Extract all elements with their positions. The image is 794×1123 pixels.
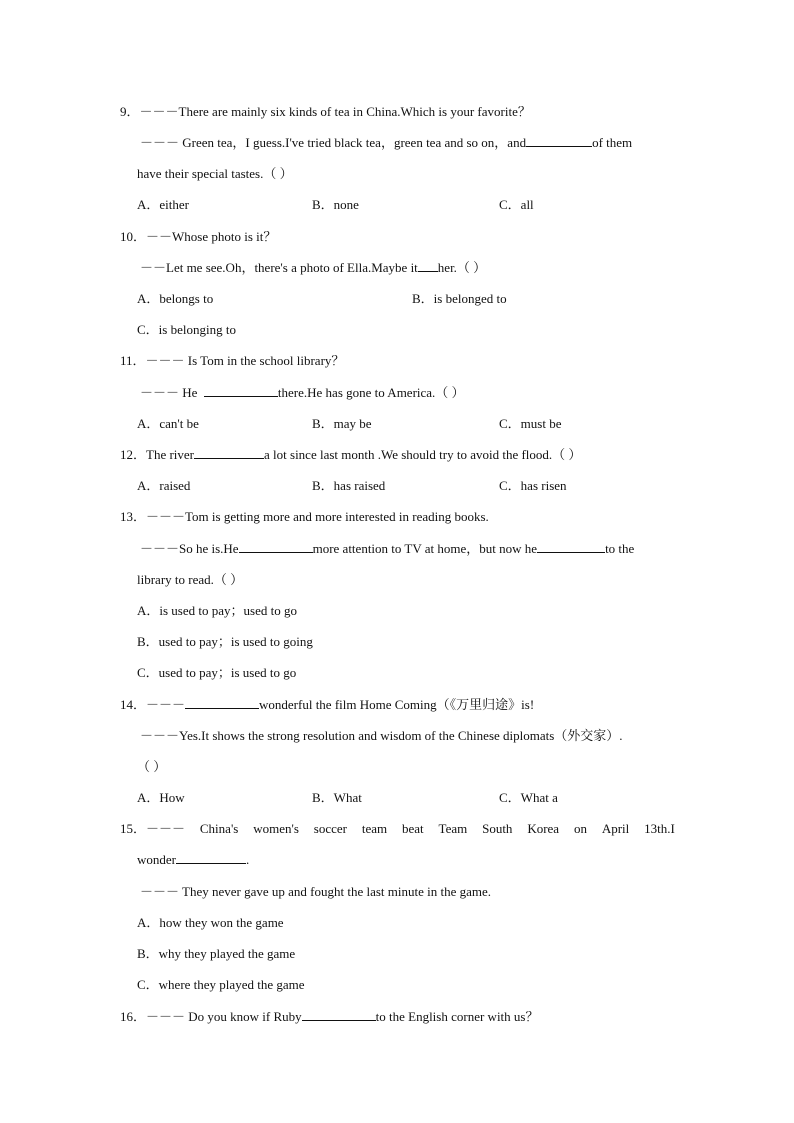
q9-stem: 9．－－－There are mainly six kinds of tea in China.Which is your favorite？	[120, 104, 531, 119]
q13-line2-tail: to the	[605, 541, 635, 556]
q9-line3: have their special tastes.（ ）	[137, 166, 293, 181]
q9-line2	[140, 134, 632, 152]
q13-option-c[interactable]: C．used to pay；is used to go	[137, 665, 297, 680]
q11-blank[interactable]	[204, 384, 278, 397]
q15-word: Team	[438, 821, 468, 836]
q10-option-b[interactable]: B．is belonged to	[412, 291, 507, 306]
q12-option-b[interactable]: B．has raised	[312, 478, 386, 493]
q10-option-c[interactable]: C．is belonging to	[137, 322, 236, 337]
q14-option-c[interactable]: C．What a	[499, 790, 558, 805]
q13-line2-text: －－－So he is.He	[140, 541, 239, 556]
q15-option-c[interactable]: C．where they played the game	[137, 977, 305, 992]
q9-option-b[interactable]: B．none	[312, 197, 359, 212]
q10-line2-tail: her.（ ）	[437, 260, 487, 275]
q15-line2-tail: .	[246, 852, 250, 867]
q14-line3: （ ）	[137, 759, 167, 774]
q15-word: 13th.I	[644, 821, 675, 836]
q13-line3: library to read.（ ）	[137, 572, 244, 587]
q11-line2-text: －－－ He	[140, 385, 198, 400]
q14-stem-tail: wonderful the film Home Coming（《万里归途》is!	[259, 697, 535, 712]
q11-option-a[interactable]: A．can't be	[137, 416, 199, 431]
q11-option-c[interactable]: C．must be	[499, 416, 562, 431]
q11-stem: 11．－－－ Is Tom in the school library？	[120, 353, 345, 368]
q14-stem	[120, 696, 534, 714]
q12-stem	[120, 446, 581, 464]
q12-blank[interactable]	[194, 446, 264, 459]
q15-word: 15．－－－	[120, 821, 186, 836]
q13-stem: 13．－－－Tom is getting more and more interested in reading books.	[120, 509, 489, 524]
q12-stem-text: 12．The river	[120, 447, 195, 462]
q15-word: South	[482, 821, 513, 836]
q13-option-a[interactable]: A．is used to pay；used to go	[137, 603, 297, 618]
q15-word: April	[601, 821, 630, 836]
q15-line2	[137, 851, 249, 869]
q10-blank[interactable]	[418, 259, 438, 272]
q15-word: beat	[402, 821, 424, 836]
q9-line2-text: －－－ Green tea，I guess.I've tried black tea，green tea and so on，and	[140, 135, 527, 150]
q15-word: soccer	[313, 821, 347, 836]
q15-word: women's	[253, 821, 299, 836]
q9-line2-tail: of them	[592, 135, 633, 150]
q15-blank[interactable]	[176, 851, 246, 864]
q12-option-c[interactable]: C．has risen	[499, 478, 567, 493]
q15-stem	[120, 820, 675, 838]
q15-line3: －－－ They never gave up and fought the last minute in the game.	[140, 884, 492, 899]
q16-blank[interactable]	[302, 1008, 376, 1021]
q15-option-a[interactable]: A．how they won the game	[137, 915, 284, 930]
q13-blank-1[interactable]	[239, 540, 313, 553]
q14-option-a[interactable]: A．How	[137, 790, 185, 805]
q15-option-b[interactable]: B．why they played the game	[137, 946, 296, 961]
q13-blank-2[interactable]	[537, 540, 605, 553]
q10-line2	[140, 259, 486, 277]
q10-option-a[interactable]: A．belongs to	[137, 291, 214, 306]
q14-option-b[interactable]: B．What	[312, 790, 362, 805]
q11-option-b[interactable]: B．may be	[312, 416, 372, 431]
q13-option-b[interactable]: B．used to pay；is used to going	[137, 634, 313, 649]
q13-line2	[140, 540, 634, 558]
q15-word: China's	[199, 821, 239, 836]
q16-stem-tail: to the English corner with us？	[375, 1009, 539, 1024]
q15-line2-text: wonder	[137, 852, 176, 867]
q14-line2: －－－Yes.It shows the strong resolution and wisdom of the Chinese diplomats（外交家）.	[140, 728, 623, 743]
q10-stem: 10．－－Whose photo is it？	[120, 229, 277, 244]
q15-word: on	[573, 821, 587, 836]
q16-stem-text: 16．－－－ Do you know if Ruby	[120, 1009, 302, 1024]
q14-blank[interactable]	[185, 696, 259, 709]
q12-option-a[interactable]: A．raised	[137, 478, 191, 493]
q14-stem-text: 14．－－－	[120, 697, 186, 712]
q15-word: team	[361, 821, 388, 836]
q9-option-a[interactable]: A．either	[137, 197, 189, 212]
q11-line2-tail: there.He has gone to America.（ ）	[277, 385, 465, 400]
q15-word: Korea	[527, 821, 560, 836]
q13-line2-mid: more attention to TV at home，but now he	[312, 541, 538, 556]
q12-stem-tail: a lot since last month .We should try to avoid the flood.（ ）	[264, 447, 582, 462]
q9-option-c[interactable]: C．all	[499, 197, 534, 212]
q16-stem	[120, 1008, 538, 1026]
q11-line2	[140, 384, 465, 402]
q10-line2-text: －－Let me see.Oh，there's a photo of Ella.Maybe it	[140, 260, 418, 275]
q9-blank[interactable]	[526, 134, 592, 147]
